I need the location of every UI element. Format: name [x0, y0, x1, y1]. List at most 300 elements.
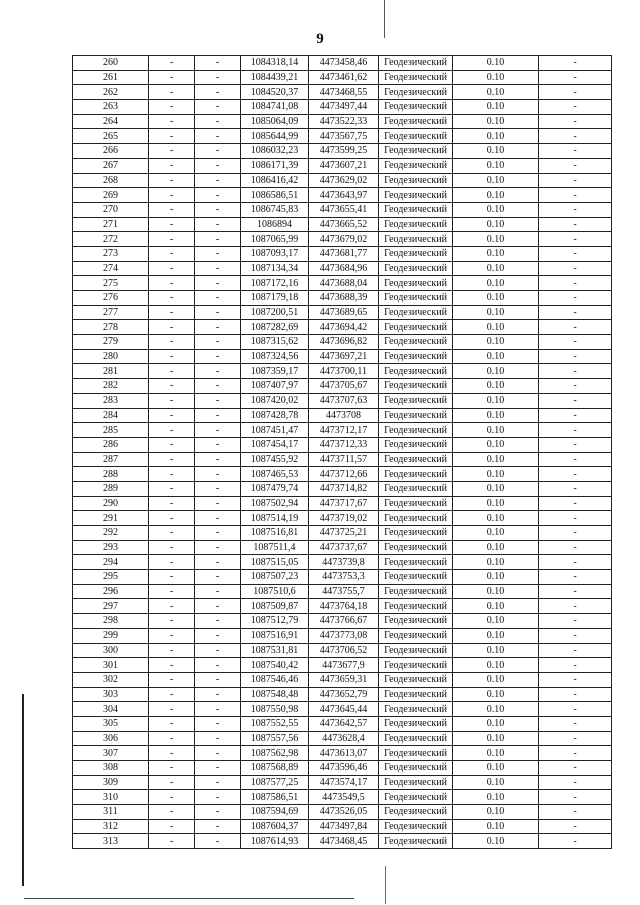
blank-cell-c: -	[539, 481, 612, 496]
method-cell: Геодезический	[379, 217, 453, 232]
blank-cell-c: -	[539, 188, 612, 203]
point-number-cell: 283	[73, 393, 149, 408]
blank-cell-a: -	[149, 511, 195, 526]
method-cell: Геодезический	[379, 276, 453, 291]
y-coordinate-cell: 4473694,42	[309, 320, 379, 335]
point-number-cell: 280	[73, 349, 149, 364]
blank-cell-c: -	[539, 56, 612, 71]
blank-cell-b: -	[195, 511, 241, 526]
point-number-cell: 285	[73, 423, 149, 438]
blank-cell-c: -	[539, 452, 612, 467]
y-coordinate-cell: 4473497,44	[309, 100, 379, 115]
method-cell: Геодезический	[379, 349, 453, 364]
blank-cell-b: -	[195, 364, 241, 379]
scan-mark-bottom	[385, 866, 386, 904]
point-number-cell: 291	[73, 511, 149, 526]
y-coordinate-cell: 4473522,33	[309, 114, 379, 129]
y-coordinate-cell: 4473607,21	[309, 158, 379, 173]
x-coordinate-cell: 1087604,37	[241, 819, 309, 834]
accuracy-cell: 0.10	[453, 702, 539, 717]
blank-cell-b: -	[195, 129, 241, 144]
blank-cell-a: -	[149, 246, 195, 261]
method-cell: Геодезический	[379, 702, 453, 717]
method-cell: Геодезический	[379, 158, 453, 173]
y-coordinate-cell: 4473468,45	[309, 834, 379, 849]
blank-cell-b: -	[195, 555, 241, 570]
accuracy-cell: 0.10	[453, 393, 539, 408]
table-row	[73, 526, 612, 541]
blank-cell-c: -	[539, 364, 612, 379]
x-coordinate-cell: 1087531,81	[241, 643, 309, 658]
blank-cell-a: -	[149, 56, 195, 71]
blank-cell-c: -	[539, 614, 612, 629]
blank-cell-c: -	[539, 276, 612, 291]
blank-cell-c: -	[539, 628, 612, 643]
table-row	[73, 555, 612, 570]
table-row	[73, 408, 612, 423]
y-coordinate-cell: 4473696,82	[309, 335, 379, 350]
method-cell: Геодезический	[379, 379, 453, 394]
accuracy-cell: 0.10	[453, 761, 539, 776]
method-cell: Геодезический	[379, 437, 453, 452]
blank-cell-b: -	[195, 276, 241, 291]
y-coordinate-cell: 4473629,02	[309, 173, 379, 188]
blank-cell-b: -	[195, 761, 241, 776]
x-coordinate-cell: 1087516,91	[241, 628, 309, 643]
table-row	[73, 467, 612, 482]
method-cell: Геодезический	[379, 452, 453, 467]
accuracy-cell: 0.10	[453, 246, 539, 261]
blank-cell-c: -	[539, 805, 612, 820]
scan-rule-bottom	[24, 898, 354, 899]
x-coordinate-cell: 1086745,83	[241, 202, 309, 217]
accuracy-cell: 0.10	[453, 364, 539, 379]
point-number-cell: 290	[73, 496, 149, 511]
point-number-cell: 308	[73, 761, 149, 776]
method-cell: Геодезический	[379, 202, 453, 217]
point-number-cell: 275	[73, 276, 149, 291]
accuracy-cell: 0.10	[453, 100, 539, 115]
x-coordinate-cell: 1087509,87	[241, 599, 309, 614]
table-row	[73, 761, 612, 776]
method-cell: Геодезический	[379, 805, 453, 820]
y-coordinate-cell: 4473705,67	[309, 379, 379, 394]
y-coordinate-cell: 4473642,57	[309, 716, 379, 731]
method-cell: Геодезический	[379, 584, 453, 599]
y-coordinate-cell: 4473737,67	[309, 540, 379, 555]
blank-cell-b: -	[195, 805, 241, 820]
blank-cell-b: -	[195, 790, 241, 805]
point-number-cell: 263	[73, 100, 149, 115]
blank-cell-a: -	[149, 702, 195, 717]
blank-cell-a: -	[149, 232, 195, 247]
table-row	[73, 85, 612, 100]
point-number-cell: 304	[73, 702, 149, 717]
y-coordinate-cell: 4473712,17	[309, 423, 379, 438]
blank-cell-c: -	[539, 114, 612, 129]
accuracy-cell: 0.10	[453, 540, 539, 555]
blank-cell-c: -	[539, 437, 612, 452]
table-row	[73, 570, 612, 585]
blank-cell-a: -	[149, 643, 195, 658]
table-row	[73, 687, 612, 702]
table-row	[73, 511, 612, 526]
accuracy-cell: 0.10	[453, 805, 539, 820]
table-row	[73, 364, 612, 379]
table-row	[73, 452, 612, 467]
x-coordinate-cell: 1087093,17	[241, 246, 309, 261]
method-cell: Геодезический	[379, 628, 453, 643]
blank-cell-b: -	[195, 702, 241, 717]
blank-cell-c: -	[539, 320, 612, 335]
blank-cell-c: -	[539, 584, 612, 599]
accuracy-cell: 0.10	[453, 320, 539, 335]
point-number-cell: 305	[73, 716, 149, 731]
method-cell: Геодезический	[379, 305, 453, 320]
accuracy-cell: 0.10	[453, 467, 539, 482]
method-cell: Геодезический	[379, 56, 453, 71]
table-row	[73, 379, 612, 394]
accuracy-cell: 0.10	[453, 570, 539, 585]
accuracy-cell: 0.10	[453, 775, 539, 790]
table-row	[73, 584, 612, 599]
y-coordinate-cell: 4473688,39	[309, 291, 379, 306]
y-coordinate-cell: 4473665,52	[309, 217, 379, 232]
method-cell: Геодезический	[379, 467, 453, 482]
table-row	[73, 70, 612, 85]
accuracy-cell: 0.10	[453, 423, 539, 438]
blank-cell-a: -	[149, 70, 195, 85]
x-coordinate-cell: 1087562,98	[241, 746, 309, 761]
x-coordinate-cell: 1087515,05	[241, 555, 309, 570]
accuracy-cell: 0.10	[453, 173, 539, 188]
point-number-cell: 270	[73, 202, 149, 217]
x-coordinate-cell: 1087200,51	[241, 305, 309, 320]
table-row	[73, 628, 612, 643]
y-coordinate-cell: 4473659,31	[309, 672, 379, 687]
blank-cell-c: -	[539, 423, 612, 438]
x-coordinate-cell: 1087502,94	[241, 496, 309, 511]
blank-cell-b: -	[195, 320, 241, 335]
x-coordinate-cell: 1087510,6	[241, 584, 309, 599]
accuracy-cell: 0.10	[453, 85, 539, 100]
blank-cell-b: -	[195, 335, 241, 350]
method-cell: Геодезический	[379, 511, 453, 526]
accuracy-cell: 0.10	[453, 452, 539, 467]
blank-cell-a: -	[149, 672, 195, 687]
point-number-cell: 301	[73, 658, 149, 673]
accuracy-cell: 0.10	[453, 217, 539, 232]
blank-cell-b: -	[195, 188, 241, 203]
accuracy-cell: 0.10	[453, 614, 539, 629]
point-number-cell: 310	[73, 790, 149, 805]
accuracy-cell: 0.10	[453, 305, 539, 320]
y-coordinate-cell: 4473708	[309, 408, 379, 423]
x-coordinate-cell: 1087586,51	[241, 790, 309, 805]
method-cell: Геодезический	[379, 819, 453, 834]
point-number-cell: 309	[73, 775, 149, 790]
blank-cell-c: -	[539, 775, 612, 790]
table-row	[73, 496, 612, 511]
method-cell: Геодезический	[379, 100, 453, 115]
blank-cell-a: -	[149, 217, 195, 232]
y-coordinate-cell: 4473526,05	[309, 805, 379, 820]
point-number-cell: 261	[73, 70, 149, 85]
table-row	[73, 716, 612, 731]
accuracy-cell: 0.10	[453, 56, 539, 71]
blank-cell-a: -	[149, 526, 195, 541]
blank-cell-c: -	[539, 85, 612, 100]
point-number-cell: 267	[73, 158, 149, 173]
blank-cell-b: -	[195, 540, 241, 555]
table-row	[73, 643, 612, 658]
x-coordinate-cell: 1087454,17	[241, 437, 309, 452]
table-row	[73, 349, 612, 364]
blank-cell-a: -	[149, 85, 195, 100]
table-row	[73, 276, 612, 291]
blank-cell-a: -	[149, 731, 195, 746]
blank-cell-c: -	[539, 349, 612, 364]
y-coordinate-cell: 4473714,82	[309, 481, 379, 496]
y-coordinate-cell: 4473643,97	[309, 188, 379, 203]
method-cell: Геодезический	[379, 658, 453, 673]
accuracy-cell: 0.10	[453, 408, 539, 423]
accuracy-cell: 0.10	[453, 349, 539, 364]
method-cell: Геодезический	[379, 555, 453, 570]
accuracy-cell: 0.10	[453, 790, 539, 805]
blank-cell-a: -	[149, 100, 195, 115]
y-coordinate-cell: 4473684,96	[309, 261, 379, 276]
blank-cell-c: -	[539, 408, 612, 423]
x-coordinate-cell: 1087557,56	[241, 731, 309, 746]
blank-cell-c: -	[539, 232, 612, 247]
blank-cell-a: -	[149, 570, 195, 585]
method-cell: Геодезический	[379, 129, 453, 144]
method-cell: Геодезический	[379, 320, 453, 335]
blank-cell-b: -	[195, 305, 241, 320]
x-coordinate-cell: 1087134,34	[241, 261, 309, 276]
blank-cell-b: -	[195, 526, 241, 541]
method-cell: Геодезический	[379, 335, 453, 350]
point-number-cell: 306	[73, 731, 149, 746]
blank-cell-c: -	[539, 467, 612, 482]
x-coordinate-cell: 1087540,42	[241, 658, 309, 673]
x-coordinate-cell: 1087428,78	[241, 408, 309, 423]
point-number-cell: 296	[73, 584, 149, 599]
blank-cell-b: -	[195, 158, 241, 173]
blank-cell-a: -	[149, 261, 195, 276]
x-coordinate-cell: 1087514,19	[241, 511, 309, 526]
point-number-cell: 284	[73, 408, 149, 423]
table-row	[73, 291, 612, 306]
accuracy-cell: 0.10	[453, 658, 539, 673]
table-row	[73, 217, 612, 232]
blank-cell-a: -	[149, 496, 195, 511]
blank-cell-b: -	[195, 114, 241, 129]
blank-cell-a: -	[149, 129, 195, 144]
point-number-cell: 268	[73, 173, 149, 188]
x-coordinate-cell: 1087511,4	[241, 540, 309, 555]
x-coordinate-cell: 1084318,14	[241, 56, 309, 71]
accuracy-cell: 0.10	[453, 716, 539, 731]
y-coordinate-cell: 4473681,77	[309, 246, 379, 261]
accuracy-cell: 0.10	[453, 158, 539, 173]
blank-cell-c: -	[539, 555, 612, 570]
blank-cell-b: -	[195, 100, 241, 115]
point-number-cell: 300	[73, 643, 149, 658]
blank-cell-b: -	[195, 731, 241, 746]
x-coordinate-cell: 1086032,23	[241, 144, 309, 159]
table-row	[73, 819, 612, 834]
blank-cell-a: -	[149, 408, 195, 423]
point-number-cell: 272	[73, 232, 149, 247]
y-coordinate-cell: 4473755,7	[309, 584, 379, 599]
blank-cell-a: -	[149, 144, 195, 159]
y-coordinate-cell: 4473497,84	[309, 819, 379, 834]
y-coordinate-cell: 4473697,21	[309, 349, 379, 364]
point-number-cell: 273	[73, 246, 149, 261]
accuracy-cell: 0.10	[453, 70, 539, 85]
table-row	[73, 423, 612, 438]
y-coordinate-cell: 4473645,44	[309, 702, 379, 717]
y-coordinate-cell: 4473717,67	[309, 496, 379, 511]
blank-cell-a: -	[149, 305, 195, 320]
method-cell: Геодезический	[379, 144, 453, 159]
method-cell: Геодезический	[379, 114, 453, 129]
blank-cell-b: -	[195, 452, 241, 467]
blank-cell-b: -	[195, 746, 241, 761]
y-coordinate-cell: 4473719,02	[309, 511, 379, 526]
point-number-cell: 292	[73, 526, 149, 541]
method-cell: Геодезический	[379, 85, 453, 100]
blank-cell-c: -	[539, 672, 612, 687]
blank-cell-b: -	[195, 819, 241, 834]
point-number-cell: 307	[73, 746, 149, 761]
scan-mark-left	[22, 694, 24, 886]
blank-cell-b: -	[195, 217, 241, 232]
y-coordinate-cell: 4473461,62	[309, 70, 379, 85]
blank-cell-c: -	[539, 158, 612, 173]
y-coordinate-cell: 4473739,8	[309, 555, 379, 570]
blank-cell-a: -	[149, 188, 195, 203]
point-number-cell: 264	[73, 114, 149, 129]
point-number-cell: 294	[73, 555, 149, 570]
blank-cell-c: -	[539, 144, 612, 159]
accuracy-cell: 0.10	[453, 379, 539, 394]
y-coordinate-cell: 4473688,04	[309, 276, 379, 291]
x-coordinate-cell: 1087550,98	[241, 702, 309, 717]
accuracy-cell: 0.10	[453, 202, 539, 217]
point-number-cell: 274	[73, 261, 149, 276]
point-number-cell: 265	[73, 129, 149, 144]
blank-cell-a: -	[149, 379, 195, 394]
accuracy-cell: 0.10	[453, 144, 539, 159]
method-cell: Геодезический	[379, 232, 453, 247]
blank-cell-c: -	[539, 761, 612, 776]
blank-cell-c: -	[539, 70, 612, 85]
x-coordinate-cell: 1087282,69	[241, 320, 309, 335]
y-coordinate-cell: 4473706,52	[309, 643, 379, 658]
blank-cell-b: -	[195, 672, 241, 687]
x-coordinate-cell: 1085644,99	[241, 129, 309, 144]
x-coordinate-cell: 1087507,23	[241, 570, 309, 585]
point-number-cell: 276	[73, 291, 149, 306]
blank-cell-b: -	[195, 261, 241, 276]
blank-cell-c: -	[539, 819, 612, 834]
method-cell: Геодезический	[379, 481, 453, 496]
blank-cell-c: -	[539, 261, 612, 276]
table-row	[73, 246, 612, 261]
table-row	[73, 335, 612, 350]
method-cell: Геодезический	[379, 716, 453, 731]
blank-cell-c: -	[539, 305, 612, 320]
y-coordinate-cell: 4473549,5	[309, 790, 379, 805]
blank-cell-a: -	[149, 393, 195, 408]
y-coordinate-cell: 4473725,21	[309, 526, 379, 541]
point-number-cell: 278	[73, 320, 149, 335]
y-coordinate-cell: 4473707,63	[309, 393, 379, 408]
blank-cell-b: -	[195, 775, 241, 790]
method-cell: Геодезический	[379, 364, 453, 379]
accuracy-cell: 0.10	[453, 628, 539, 643]
point-number-cell: 271	[73, 217, 149, 232]
method-cell: Геодезический	[379, 790, 453, 805]
x-coordinate-cell: 1087516,81	[241, 526, 309, 541]
accuracy-cell: 0.10	[453, 746, 539, 761]
point-number-cell: 260	[73, 56, 149, 71]
point-number-cell: 293	[73, 540, 149, 555]
x-coordinate-cell: 1087568,89	[241, 761, 309, 776]
y-coordinate-cell: 4473567,75	[309, 129, 379, 144]
blank-cell-b: -	[195, 834, 241, 849]
accuracy-cell: 0.10	[453, 672, 539, 687]
blank-cell-b: -	[195, 658, 241, 673]
x-coordinate-cell: 1087172,16	[241, 276, 309, 291]
point-number-cell: 289	[73, 481, 149, 496]
point-number-cell: 286	[73, 437, 149, 452]
table-row	[73, 393, 612, 408]
blank-cell-c: -	[539, 834, 612, 849]
table-row	[73, 144, 612, 159]
method-cell: Геодезический	[379, 834, 453, 849]
blank-cell-c: -	[539, 217, 612, 232]
blank-cell-b: -	[195, 246, 241, 261]
blank-cell-b: -	[195, 687, 241, 702]
blank-cell-a: -	[149, 276, 195, 291]
blank-cell-c: -	[539, 658, 612, 673]
method-cell: Геодезический	[379, 540, 453, 555]
accuracy-cell: 0.10	[453, 335, 539, 350]
x-coordinate-cell: 1087552,55	[241, 716, 309, 731]
point-number-cell: 281	[73, 364, 149, 379]
y-coordinate-cell: 4473712,33	[309, 437, 379, 452]
blank-cell-b: -	[195, 232, 241, 247]
table-row	[73, 805, 612, 820]
method-cell: Геодезический	[379, 261, 453, 276]
blank-cell-c: -	[539, 540, 612, 555]
blank-cell-a: -	[149, 805, 195, 820]
blank-cell-b: -	[195, 628, 241, 643]
blank-cell-a: -	[149, 555, 195, 570]
x-coordinate-cell: 1084741,08	[241, 100, 309, 115]
table-row	[73, 173, 612, 188]
point-number-cell: 266	[73, 144, 149, 159]
blank-cell-c: -	[539, 526, 612, 541]
x-coordinate-cell: 1087465,53	[241, 467, 309, 482]
point-number-cell: 287	[73, 452, 149, 467]
method-cell: Геодезический	[379, 423, 453, 438]
method-cell: Геодезический	[379, 70, 453, 85]
